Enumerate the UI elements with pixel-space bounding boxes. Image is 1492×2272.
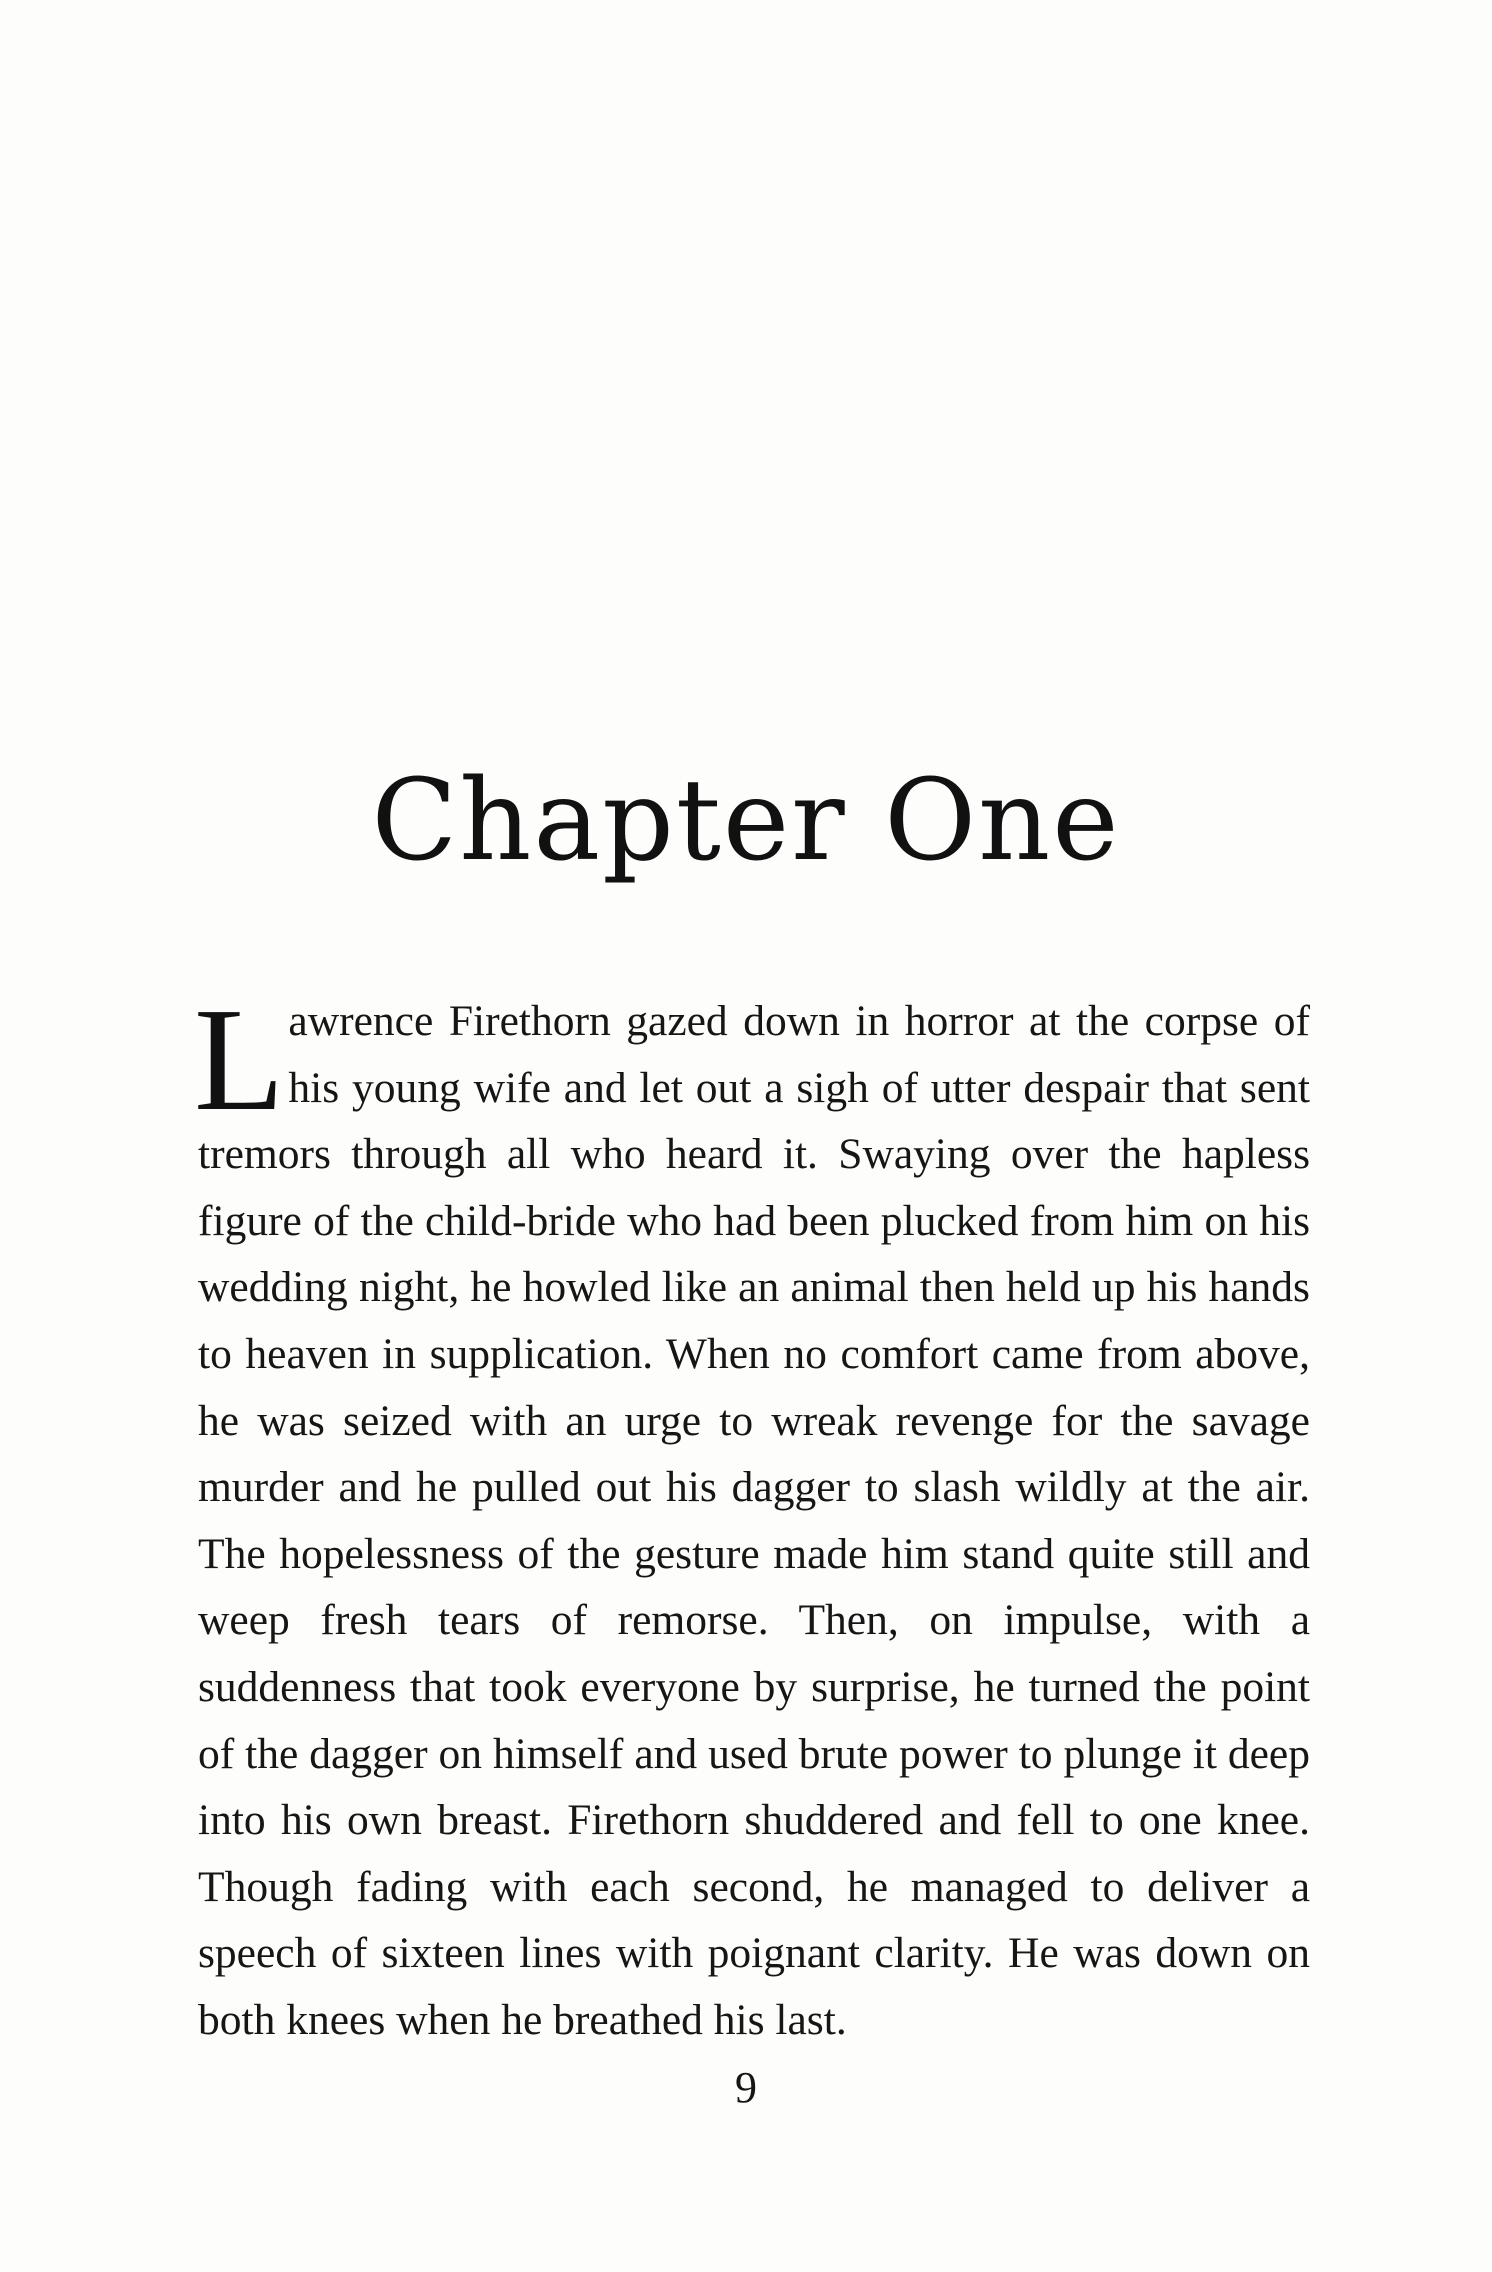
drop-cap-letter: L [194, 978, 285, 1142]
chapter-title: Chapter One [371, 756, 1121, 887]
page-number: 9 [735, 2063, 757, 2112]
chapter-paragraph [194, 978, 1310, 2054]
paragraph-text: awrence Firethorn gazed down in horror at the corpse of his young wife and let out a sigh of utter despair that sent tremors through all who heard it. Swaying over the hapless figure of the child-bride who had been plucked from him on his wedding night, he howled like an animal then held up his hands to heaven in supplication. When no comfort came from above, he was seized with an urge to wreak revenge for the savage murder and he pulled out his dagger to slash wildly at the air. The hopelessness of the gesture made him stand quite still and weep fresh tears of remorse. Then, on impulse, with a suddenness that took everyone by surprise, he turned the point of the dagger on himself and used brute power to plunge it deep into his own breast. Firethorn shuddered and fell to one knee. Though fading with each second, he managed to deliver a speech of sixteen lines with poignant clarity. He was down on both knees when he breathed his last. [198, 997, 1310, 2044]
